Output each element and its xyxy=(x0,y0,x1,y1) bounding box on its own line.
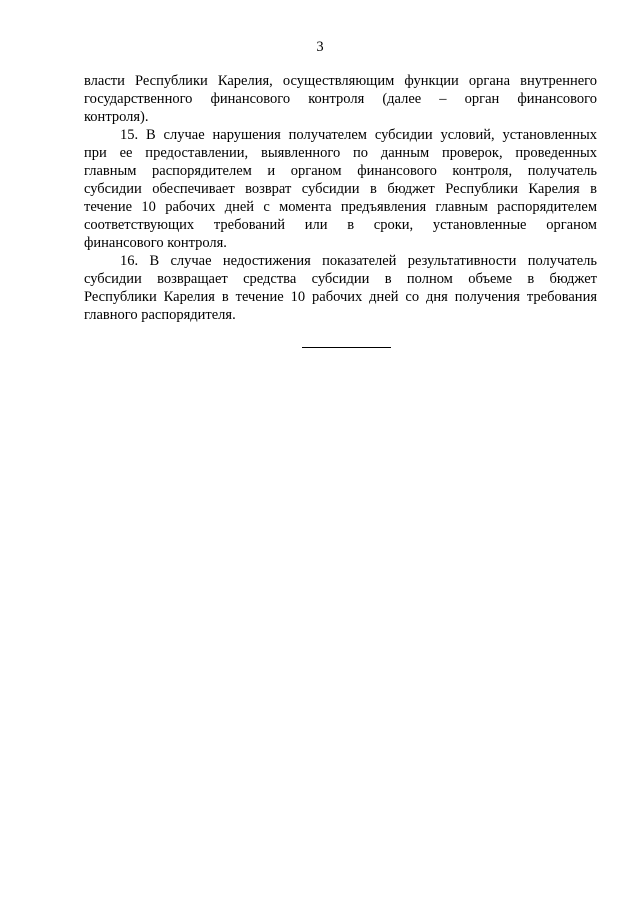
text-line: соответствующих требований или в сроки, установленные органом xyxy=(84,217,597,233)
text-line: субсидии возвращает средства субсидии в полном объеме в бюджет xyxy=(84,271,597,287)
paragraph-16 xyxy=(84,252,597,324)
text-line: Республики Карелия в течение 10 рабочих дней со дня получения требования xyxy=(84,289,597,305)
text-line: главным распорядителем и органом финансового контроля, получатель xyxy=(84,163,597,179)
paragraph-continuation xyxy=(84,72,597,126)
text-line: финансового контроля. xyxy=(84,235,227,251)
end-separator-line xyxy=(302,347,391,348)
text-line: 16. В случае недостижения показателей результативности получатель xyxy=(120,253,597,269)
document-body xyxy=(84,72,597,324)
text-line: субсидии обеспечивает возврат субсидии в бюджет Республики Карелия в xyxy=(84,181,597,197)
text-line: власти Республики Карелия, осуществляющим функции органа внутреннего xyxy=(84,73,597,89)
text-line: главного распорядителя. xyxy=(84,307,236,323)
text-line: течение 10 рабочих дней с момента предъявления главным распорядителем xyxy=(84,199,597,215)
page-number: 3 xyxy=(316,39,324,55)
text-line: 15. В случае нарушения получателем субсидии условий, установленных xyxy=(120,127,597,143)
text-line: государственного финансового контроля (далее – орган финансового xyxy=(84,91,597,107)
text-line: при ее предоставлении, выявленного по данным проверок, проведенных xyxy=(84,145,597,161)
paragraph-15 xyxy=(84,126,597,252)
text-line: контроля). xyxy=(84,109,149,125)
